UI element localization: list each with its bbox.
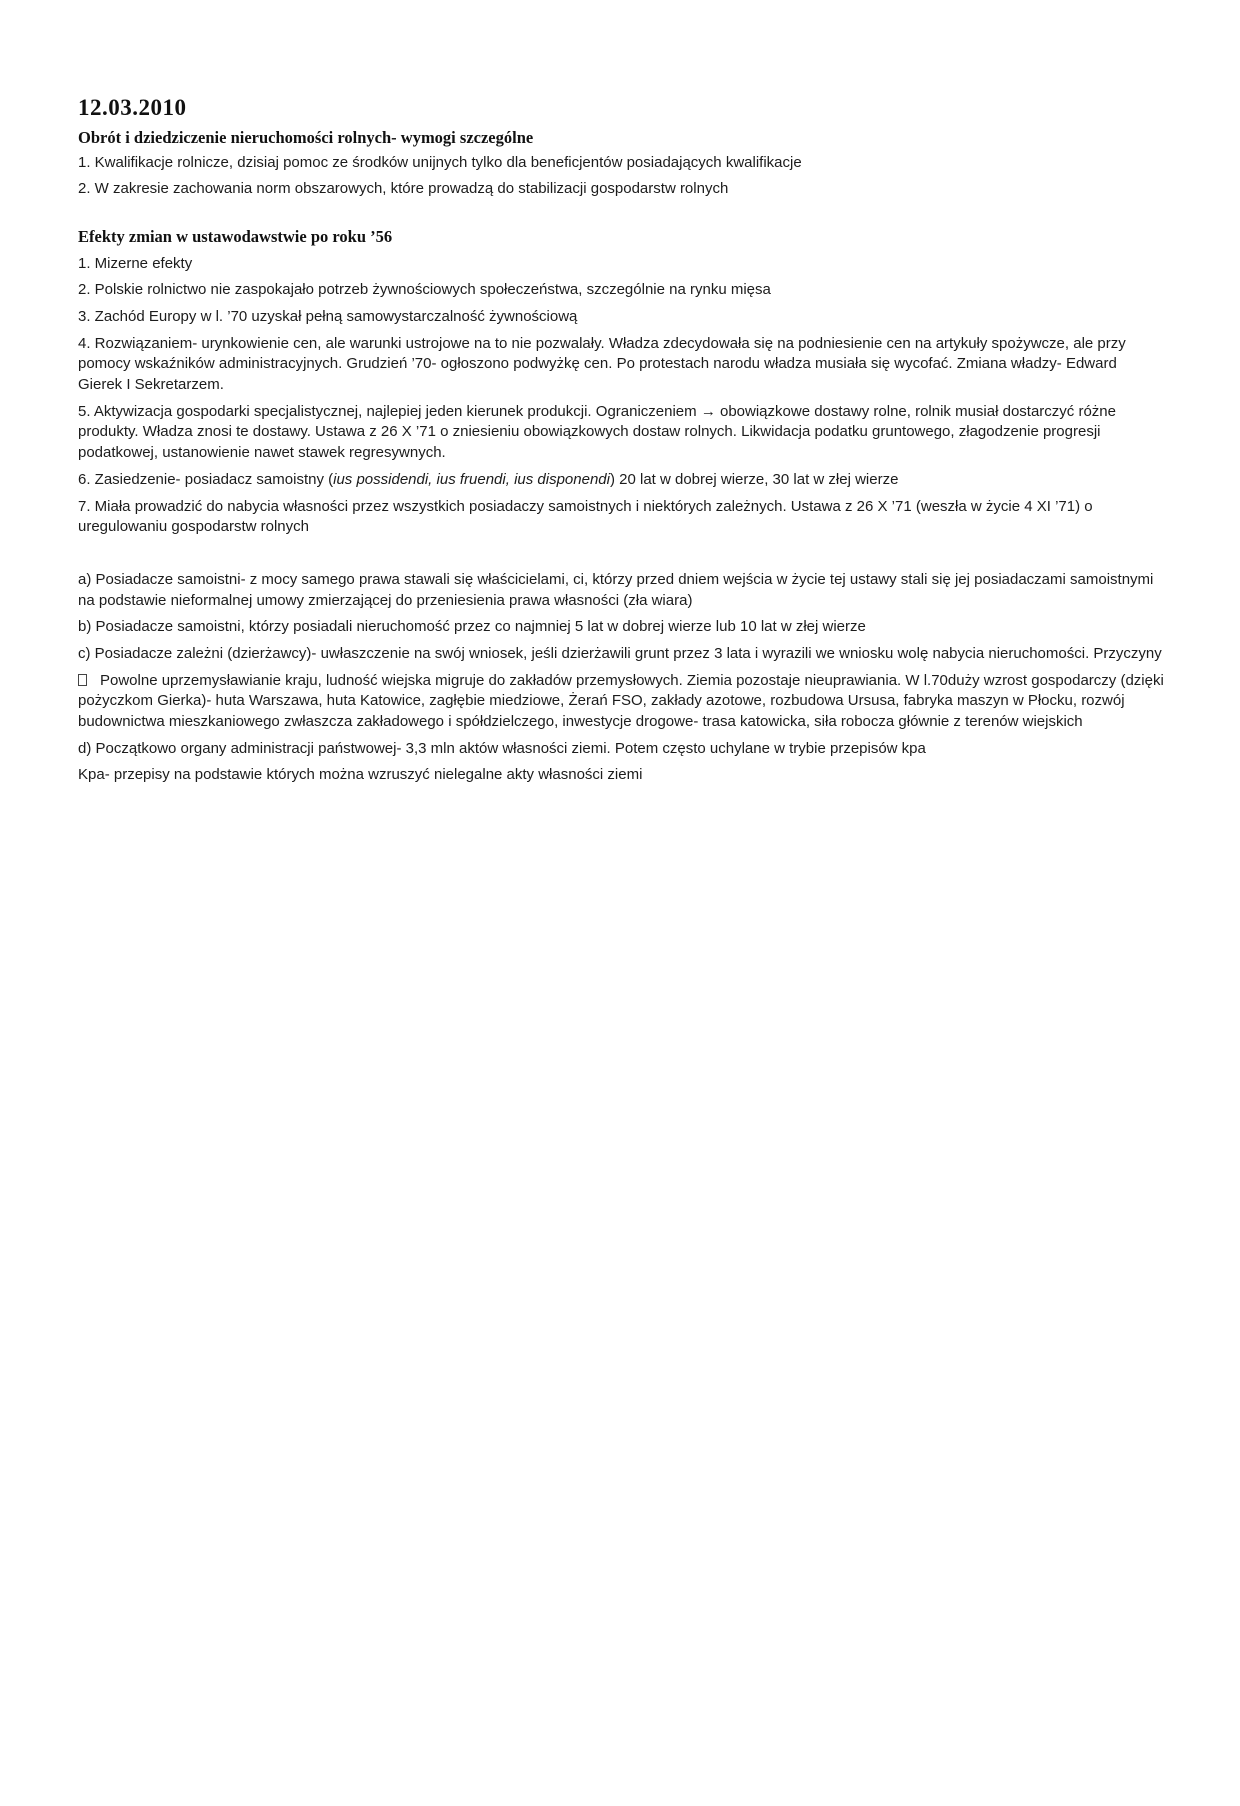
bullet-item-text: Powolne uprzemysławianie kraju, ludność wiejska migruje do zakładów przemysłowych. Ziemia pozostaje nieuprawiania. W l.70duży wzrost gospodarczy (dzięki pożyczkom Gierka)- huta Warszawa, huta Katowice, zagłębie miedziowe, Żerań FSO, zakłady azotowe, rozbudowa Ursusa, fabryka maszyn w Płocku, rozwój budownictwa mieszkaniowego zwłaszcza zakładowego i spółdzielczego, inwestycje drogowe- trasa katowicka, siła robocza głównie z terenów wiejskich bbox=[78, 671, 1164, 731]
effects-item-3: 3. Zachód Europy w l. ’70 uzyskał pełną samowystarczalność żywnościową bbox=[78, 308, 578, 326]
effects-item-6 bbox=[78, 470, 1164, 491]
effects-item-4: 4. Rozwiązaniem- urynkowienie cen, ale warunki ustrojowe na to nie pozwalały. Władza zdecydowała się na podniesienie cen na artykuły spożywcze, ale przy pomocy wskaźników administracyjnych. Grudzień ’70- ogłoszono podwyżkę cen. Po protestach narodu władza musiała się wycofać. Zmiana władzy- Edward Gierek I Sekretarzem. bbox=[78, 334, 1126, 394]
effects-item-6-latin-phrase: ius possidendi, ius fruendi, ius disponendi bbox=[333, 470, 610, 488]
letter-item-c: c) Posiadacze zależni (dzierżawcy)- uwłaszczenie na swój wniosek, jeśli dzierżawili grunt przez 3 lata i wyrazili we wniosku wolę nabycia nieruchomości. Przyczyny bbox=[78, 644, 1162, 662]
intro-item-1: 1. Kwalifikacje rolnicze, dzisiaj pomoc ze środków unijnych tylko dla beneficjentów posiadających kwalifikacje bbox=[78, 153, 802, 171]
effects-item-2: 2. Polskie rolnictwo nie zaspokajało potrzeb żywnościowych społeczeństwa, szczególnie na rynku mięsa bbox=[78, 281, 771, 299]
letter-item-d: d) Początkowo organy administracji państwowej- 3,3 mln aktów własności ziemi. Potem często uchylane w trybie przepisów kpa bbox=[78, 739, 926, 757]
effects-item-7: 7. Miała prowadzić do nabycia własności przez wszystkich posiadaczy samoistnych i niektórych zależnych. Ustawa z 26 X ’71 (weszła w życie 4 XI ’71) o uregulowaniu gospodarstw rolnych bbox=[78, 497, 1093, 536]
effects-item-1: 1. Mizerne efekty bbox=[78, 254, 193, 272]
missing-glyph-icon bbox=[78, 674, 87, 686]
spacer bbox=[78, 206, 1164, 226]
effects-item-5: 5. Aktywizacja gospodarki specjalistycznej, najlepiej jeden kierunek produkcji. Ograniczeniem → obowiązkowe dostawy rolne, rolnik musiał dostarczyć różne produkty. Władza znosi te dostawy. Ustawa z 26 X ’71 o zniesieniu obowiązkowych dostaw rolnych. Likwidacja podatku gruntowego, złagodzenie progresji podatkowej, ustanowienie nawet stawek regresywnych. bbox=[78, 402, 1116, 462]
effects-item-6-suffix: ) 20 lat w dobrej wierze, 30 lat w złej wierze bbox=[609, 470, 899, 488]
spacer bbox=[78, 544, 1164, 570]
intro-item-2: 2. W zakresie zachowania norm obszarowych, które prowadzą do stabilizacji gospodarstw rolnych bbox=[78, 180, 729, 198]
document-title: Obrót i dziedziczenie nieruchomości rolnych- wymogi szczególne bbox=[78, 127, 534, 147]
section-heading-effects: Efekty zmian w ustawodawstwie po roku ’56 bbox=[78, 226, 393, 246]
kpa-note: Kpa- przepisy na podstawie których można wzruszyć nielegalne akty własności ziemi bbox=[78, 766, 643, 784]
letter-item-b: b) Posiadacze samoistni, którzy posiadali nieruchomość przez co najmniej 5 lat w dobrej wierze lub 10 lat w złej wierze bbox=[78, 618, 866, 636]
letter-item-a: a) Posiadacze samoistni- z mocy samego prawa stawali się właścicielami, ci, którzy przed dniem wejścia w życie tej ustawy stali się jej posiadaczami samoistnymi na podstawie nieformalnej umowy zmierzającej do przeniesienia prawa własności (zła wiara) bbox=[78, 570, 1154, 609]
bullet-item bbox=[78, 671, 1164, 733]
effects-item-6-prefix: 6. Zasiedzenie- posiadacz samoistny ( bbox=[78, 470, 334, 488]
date-heading: 12.03.2010 bbox=[78, 95, 187, 120]
